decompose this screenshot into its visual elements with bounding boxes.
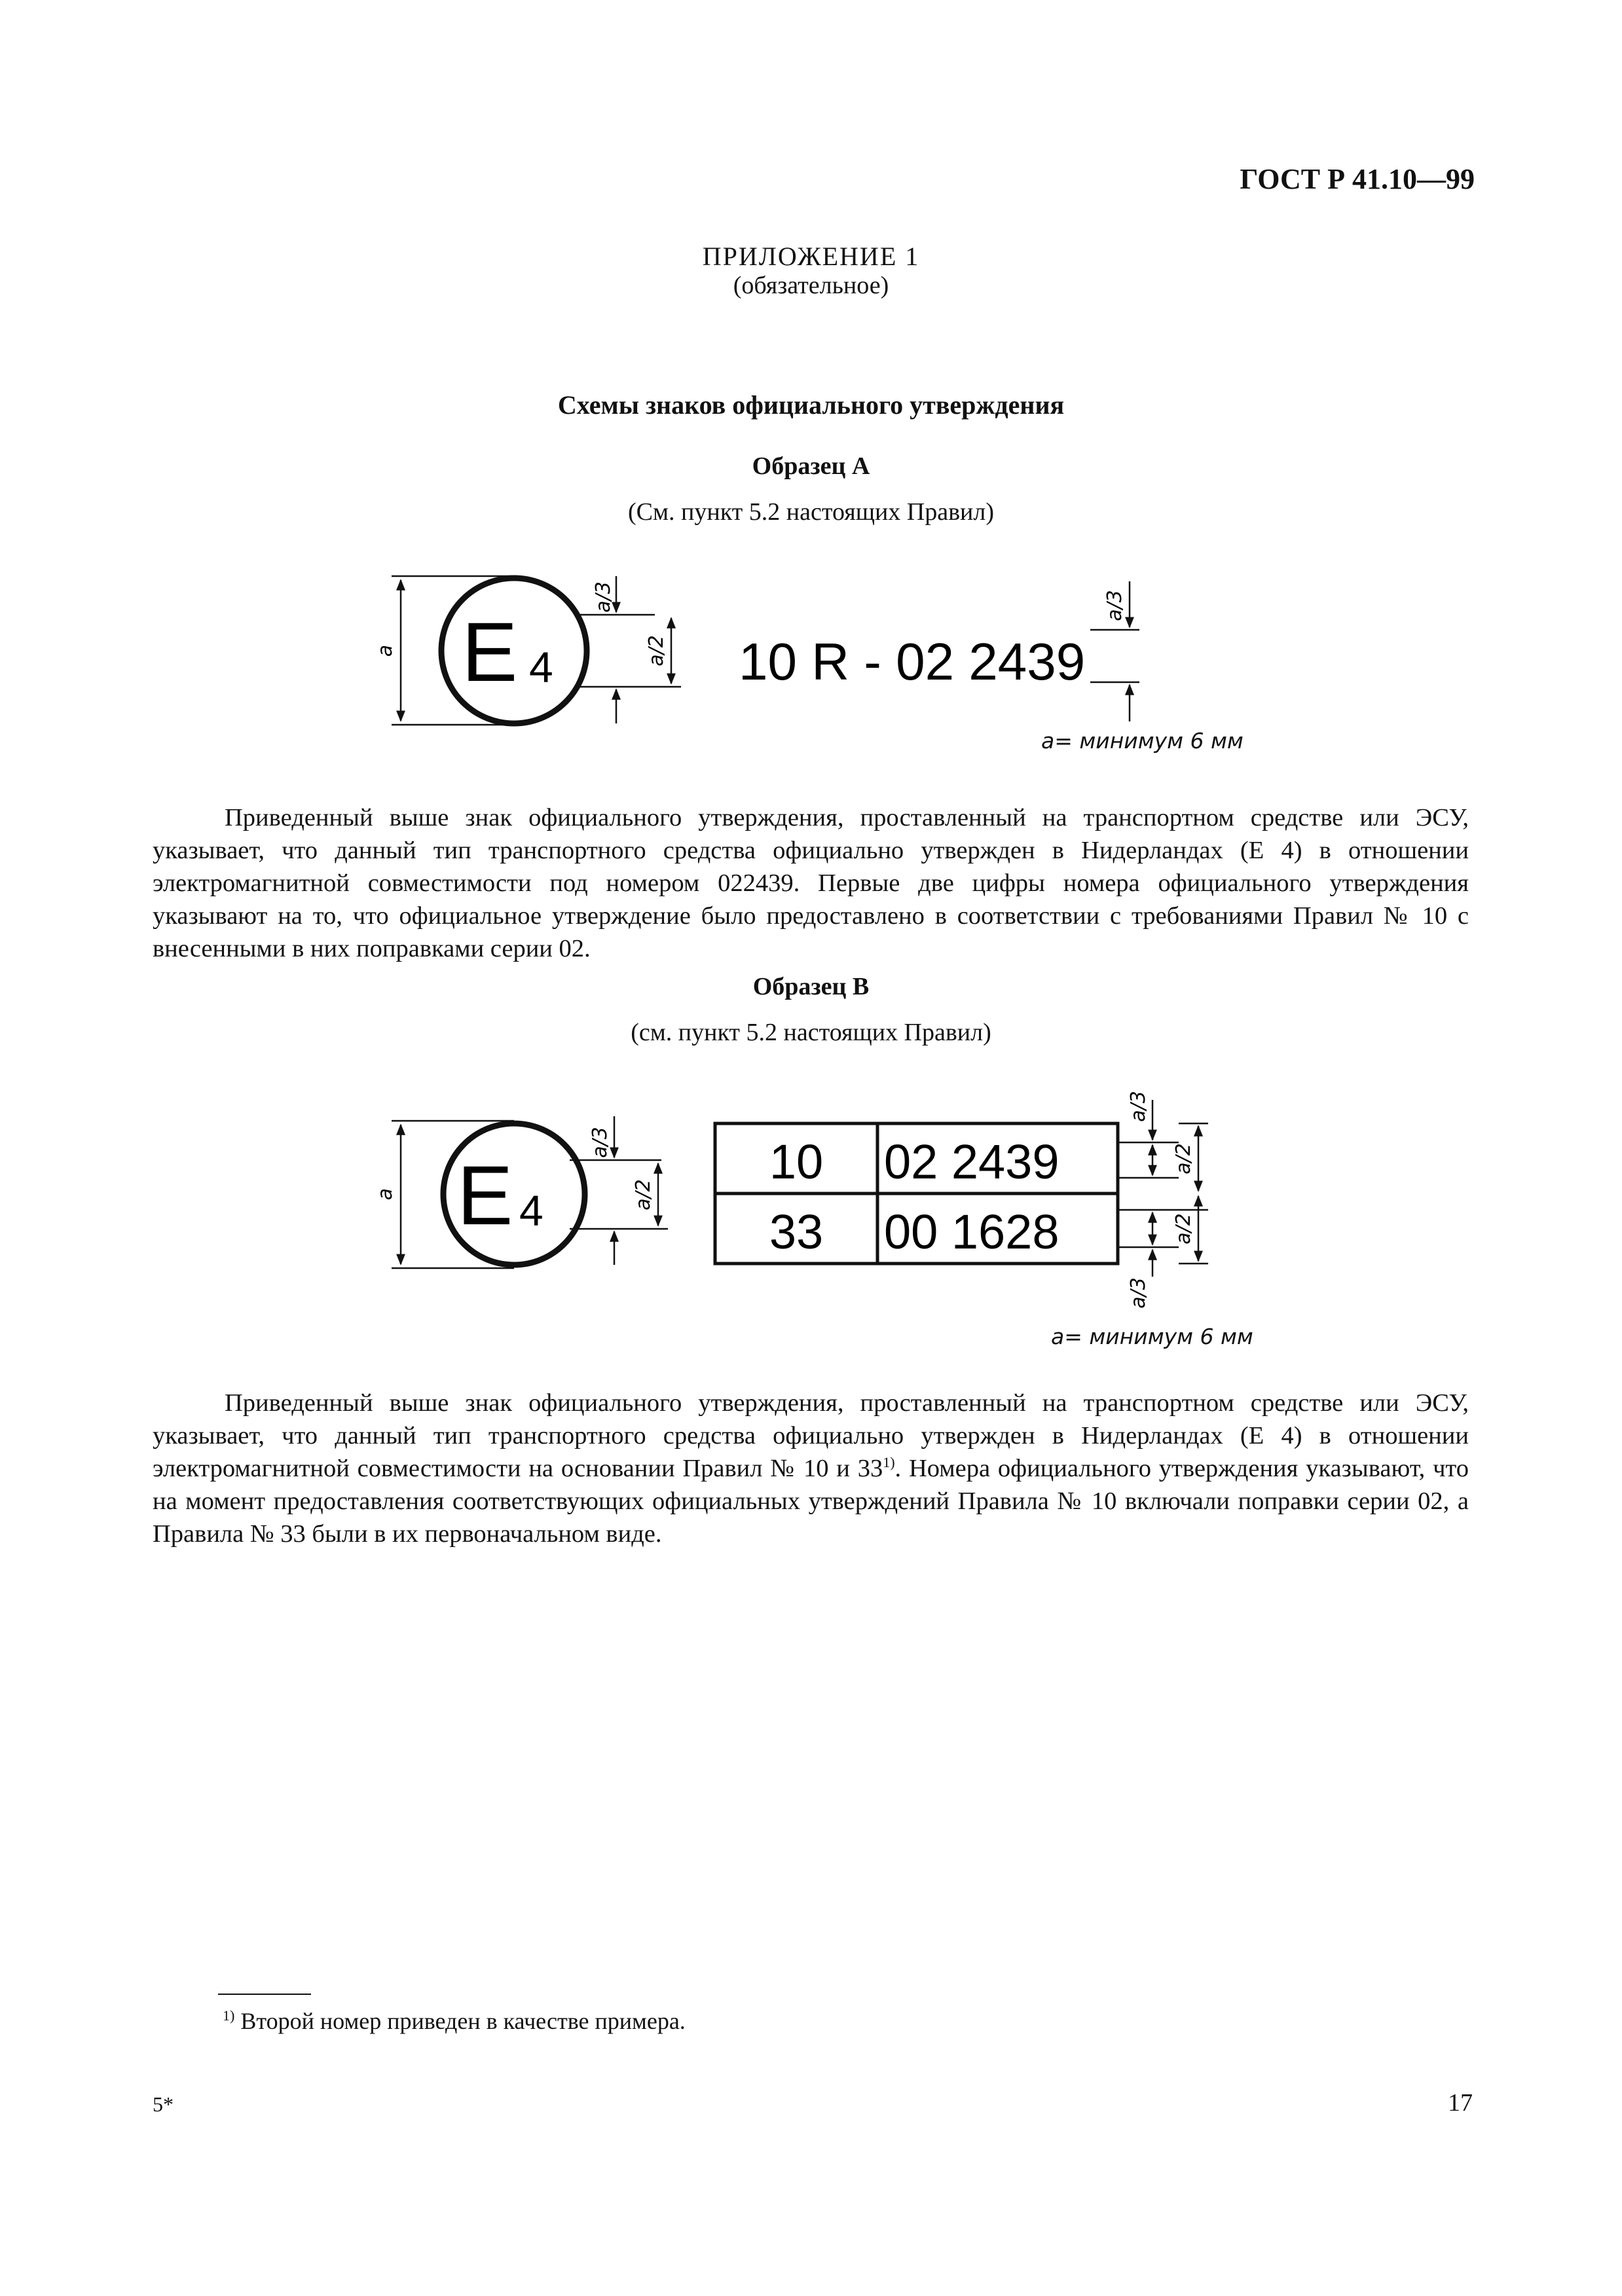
sample-b-paragraph-text-continued: . Номера официального утверждения указывают, что на момент предоставления соответствующих официальных утверждений Правила № 10 включали поправки серии 02, а Правила № 33 были в их первоначальном виде. <box>153 1455 1469 1548</box>
dimension-a-label: a <box>374 644 397 657</box>
sample-a-paragraph: Приведенный выше знак официального утверждения, проставленный на транспортном средстве или ЭСУ, указывает, что данный тип транспортного средства официально утвержден в Нидерландах (Е 4) в отношении электромагнитной совместимости под номером 022439. Первые две цифры номера официального утверждения указывают на то, что официальное утверждение было предоставлено в соответствии с требованиями Правил № 10 с внесенными в них поправками серии 02. <box>153 804 1469 962</box>
section-title: Схемы знаков официального утверждения <box>557 390 1065 420</box>
footnote-divider <box>218 1994 311 1995</box>
appendix-note: (обязательное) <box>733 272 889 299</box>
sample-a-reference: (См. пункт 5.2 настоящих Правил) <box>627 498 994 526</box>
sheet-mark: 5* <box>153 2092 174 2116</box>
sample-b-mark-diagram <box>0 1048 1622 1322</box>
dimension-a3-label-top: a/3 <box>1127 1091 1150 1122</box>
sample-b-paragraph <box>153 1387 1469 1550</box>
dimension-table-right <box>1118 1100 1208 1277</box>
dimension-a3-label-right: a/3 <box>1103 590 1126 621</box>
footnote-reference: 1) <box>883 1454 895 1471</box>
approval-letter-b: E <box>457 1149 513 1243</box>
sample-a-minimum-note: a= минимум 6 мм <box>1041 728 1244 754</box>
dimension-a2-label: a/2 <box>645 635 668 666</box>
footnote <box>223 2007 686 2035</box>
dimension-a3-label-bottom: a/3 <box>1127 1277 1150 1309</box>
sample-b-paragraph-text: Приведенный выше знак официального утверждения, проставленный на транспортном средстве или ЭСУ, указывает, что данный тип транспортного средства официально утвержден в Нидерландах (Е 4) в отношении электромагнитной совместимости на основании Правил № 10 и 33 <box>153 1389 1469 1482</box>
approval-letter: E <box>462 606 518 699</box>
table-row-2-number: 00 1628 <box>884 1205 1060 1259</box>
sample-b-reference: (см. пункт 5.2 настоящих Правил) <box>631 1019 991 1046</box>
footnote-marker: 1) <box>223 2007 235 2024</box>
dimension-a2-label-top: a/2 <box>1172 1143 1195 1175</box>
table-row-1-number: 02 2439 <box>884 1135 1060 1189</box>
sample-b-description <box>153 1387 1469 1550</box>
table-row-1-regulation: 10 <box>769 1135 824 1189</box>
appendix-title: ПРИЛОЖЕНИЕ 1 <box>702 242 920 271</box>
page-number: 17 <box>1448 2089 1473 2117</box>
country-number-b: 4 <box>519 1186 544 1235</box>
footnote-text: Второй номер приведен в качестве примера. <box>234 2008 686 2034</box>
approval-number: 10 R - 02 2439 <box>739 632 1086 691</box>
dimension-a2-label-bottom: a/2 <box>1172 1213 1195 1245</box>
sample-b-minimum-note: a= минимум 6 мм <box>1051 1324 1253 1349</box>
dimension-a3-label: a/3 <box>592 581 615 613</box>
sample-a-description <box>153 801 1469 965</box>
sample-a-title: Образец А <box>752 452 870 480</box>
dimension-a-label-b: a <box>374 1188 397 1201</box>
table-row-2-regulation: 33 <box>769 1205 824 1259</box>
dimension-a3-label-b: a/3 <box>589 1127 612 1158</box>
document-code: ГОСТ Р 41.10—99 <box>1240 163 1475 195</box>
sample-b-title: Образец В <box>752 973 870 1000</box>
country-number: 4 <box>529 643 553 691</box>
sample-a-mark-diagram <box>0 0 1622 786</box>
dimension-a2-label-b: a/2 <box>632 1179 655 1211</box>
